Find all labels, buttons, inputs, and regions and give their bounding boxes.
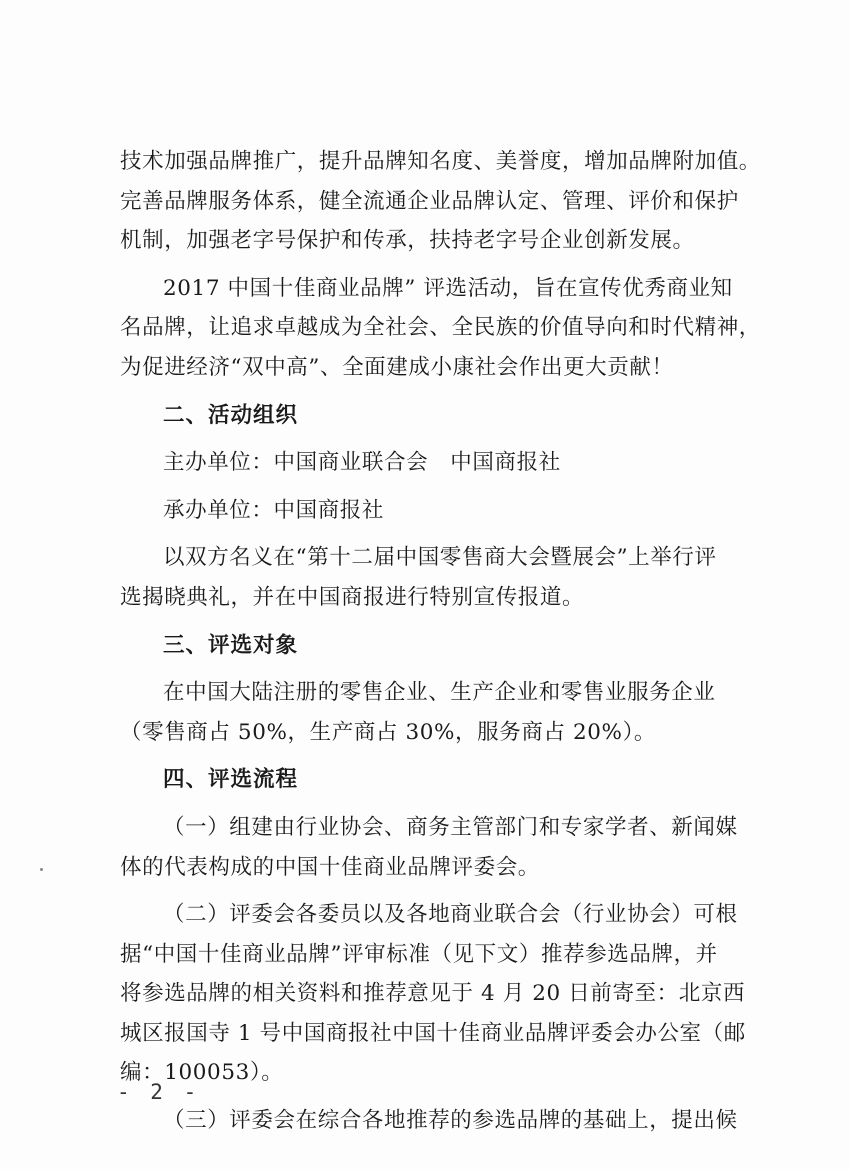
text-line: （一）组建由行业协会、商务主管部门和专家学者、新闻媒 [163, 814, 738, 840]
text-line: 技术加强品牌推广，提升品牌知名度、美誉度，增加品牌附加值。 [120, 149, 761, 174]
page-number: - 2 - [117, 1080, 201, 1104]
scan-speck [40, 868, 43, 871]
section-heading: 四、评选流程 [163, 767, 299, 793]
text-line: （二）评委会各委员以及各地商业联合会（行业协会）可根 [163, 902, 738, 928]
section-heading: 二、活动组织 [163, 402, 299, 428]
document-body [120, 142, 761, 1141]
text-line: 据“中国十佳商业品牌”评审标准（见下文）推荐参选品牌，并 [120, 941, 718, 967]
section-selection-target [120, 626, 740, 753]
text-line: 2017 中国十佳商业品牌” 评选活动，旨在宣传优秀商业知 [163, 275, 733, 301]
text-line: 编：100053）。 [120, 1060, 284, 1086]
section-heading: 三、评选对象 [163, 632, 299, 658]
text-line: 选揭晓典礼，并在中国商报进行特别宣传报道。 [120, 584, 585, 610]
text-line: 完善品牌服务体系，健全流通企业品牌认定、管理、评价和保护 [120, 188, 739, 214]
paragraph-event-purpose [120, 269, 761, 388]
text-line: （三）评委会在综合各地推荐的参选品牌的基础上，提出候 [163, 1108, 738, 1134]
organizer-line: 主办单位：中国商业联合会 中国商报社 [163, 450, 561, 476]
text-line: 以双方名义在“第十二届中国零售商大会暨展会”上举行评 [163, 545, 717, 571]
text-line: 城区报国寺 1 号中国商报社中国十佳商业品牌评委会办公室（邮 [120, 1020, 746, 1046]
text-line: 为促进经济“双中高”、全面建成小康社会作出更大贡献！ [120, 354, 674, 380]
text-line: 机制，加强老字号保护和传承，扶持老字号企业创新发展。 [120, 228, 695, 254]
text-line: 将参选品牌的相关资料和推荐意见于 4 月 20 日前寄至：北京西 [120, 981, 746, 1007]
text-line: 在中国大陆注册的零售企业、生产企业和零售业服务企业 [163, 680, 716, 706]
text-line: 体的代表构成的中国十佳商业品牌评委会。 [120, 854, 540, 880]
section-selection-process [120, 760, 746, 1140]
section-activity-organization [120, 396, 740, 618]
undertaker-line: 承办单位：中国商报社 [163, 497, 385, 523]
paragraph-brand-building [120, 142, 761, 261]
text-line: （零售商占 50%，生产商占 30%，服务商占 20%）。 [120, 719, 657, 745]
text-line: 名品牌，让追求卓越成为全社会、全民族的价值导向和时代精神， [120, 315, 761, 341]
